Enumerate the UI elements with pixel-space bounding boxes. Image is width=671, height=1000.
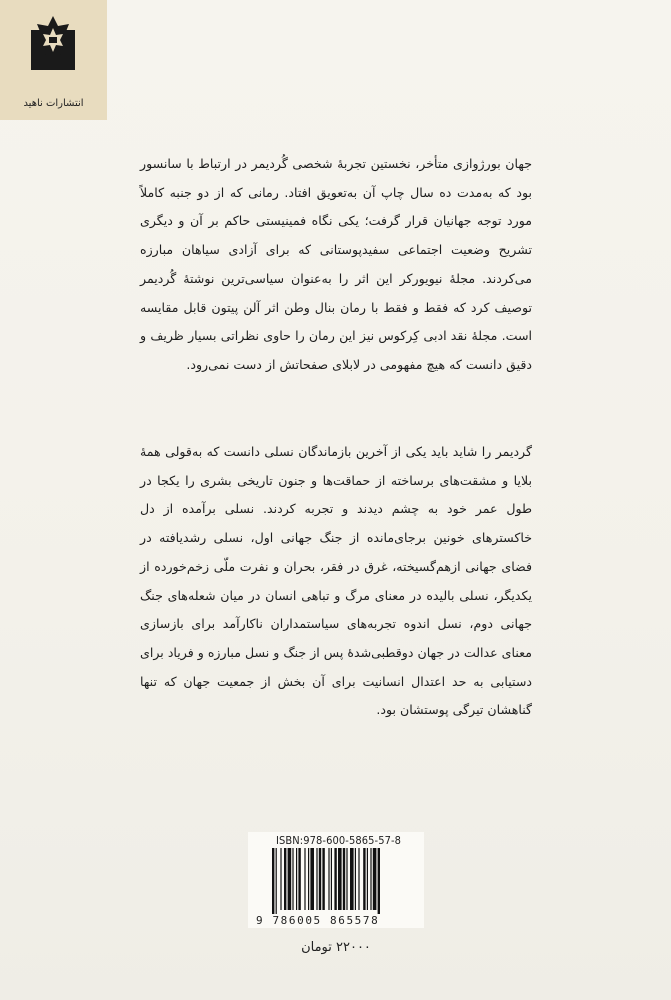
isbn-label: ISBN:978-600-5865-57-8 [276,834,402,847]
price-label: ۲۲۰۰۰ تومان [301,940,371,955]
barcode-icon [270,848,420,914]
publisher-name: انتشارات ناهید [23,98,84,109]
star-book-icon [29,14,77,74]
blurb-paragraph-2: گردیمر را شاید باید یکی از آخرین بازماندگان نسلی دانست که به‌قولی همهٔ بلایا و مشقت‌های برساخته از حماقت‌ها و جنون تاریخی بشری را یکجا در طول عمر خود به چشم دیدند و تجربه کردند. نسلی برآمده از دل خاکسترهای خونین برجای‌مانده از جنگ جهانی اول، نسلی رشدیافته در فضای جهانی ازهم‌گسیخته، غرق در فقر، بحران و نفرت ملّی زخم‌خورده از یکدیگر، نسلی بالیده در معنای مرگ و تباهی انسان در میان شعله‌های جنگ جهانی دوم، نسل اندوه تجربه‌های سیاستمداران ناکارآمد برای بازسازی معنای عدالت در جهان دوقطبی‌شدهٔ پس از جنگ و نسل مبارزه و فریاد برای دستیابی به حد اعتدال انسانیت برای آن بخش از جمعیت جهان که تنها گناهشان تیرگی پوستشان بود. [140,444,532,718]
blurb-paragraph-1: جهان بورژوازی متأخر، نخستین تجربهٔ شخصی گُردیمر در ارتباط با سانسور بود که به‌مدت ده سال چاپ آن به‌تعویق افتاد. رمانی که از دو جنبه کاملاً مورد توجه جهانیان قرار گرفت؛ یکی نگاه فمینیستی حاکم بر آن و دیگری تشریح وضعیت اجتماعی سفیدپوستانی که برای آزادی سیاهان مبارزه می‌کردند. مجلهٔ نیویورکر این اثر را به‌عنوان سیاسی‌ترین نوشتهٔ گُردیمر توصیف کرد که فقط و فقط با رمان بنال وطن اثر آلن پیتون قابل مقایسه است. مجلهٔ نقد ادبی کِرکوس نیز این رمان را حاوی نظراتی بسیار ظریف و دقیق دانست که هیچ مفهومی در لابلای صفحاتش از دست نمی‌رود. [140,156,532,372]
publisher-logo-panel [0,0,107,120]
barcode-digits: 9 786005 865578 [256,914,380,927]
